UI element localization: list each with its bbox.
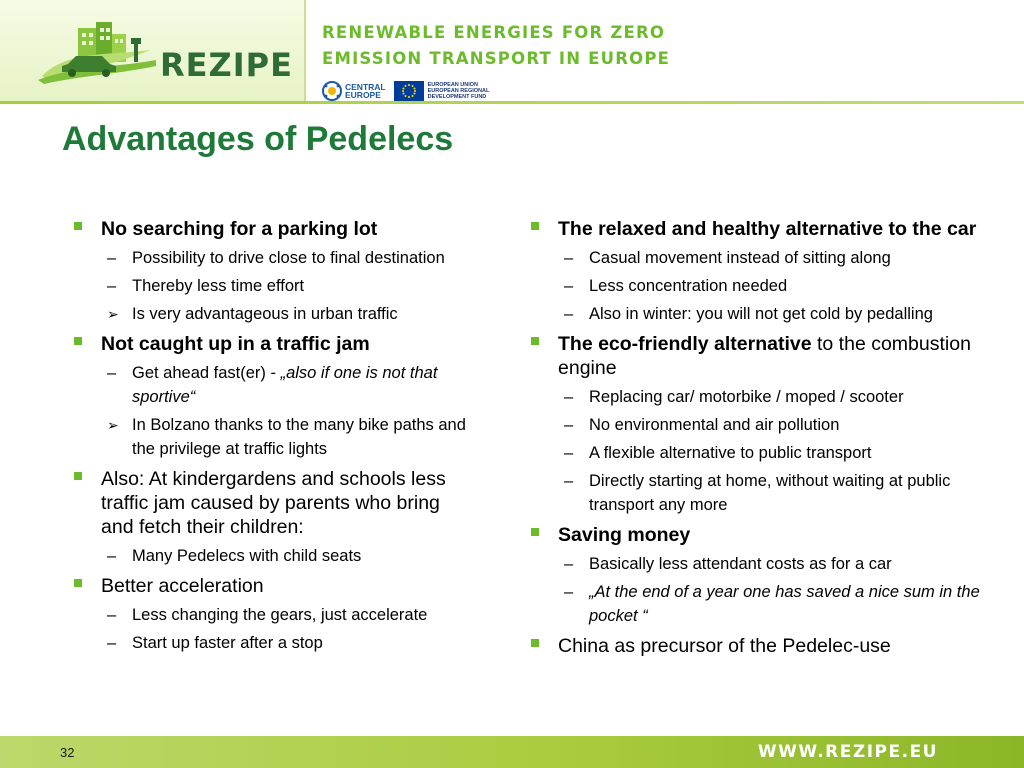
sub-bullet-item <box>531 385 981 409</box>
eu-regional-fund-text <box>428 82 508 100</box>
bullet-text: Saving money <box>558 524 691 546</box>
sub-bullet-item <box>74 246 474 270</box>
square-bullet-icon <box>74 222 82 230</box>
bullet-text: Basically less attendant costs as for a car <box>589 555 892 573</box>
bullet-item <box>74 332 474 356</box>
eu-regional-fund-logo <box>394 81 508 101</box>
dash-bullet-icon: – <box>107 277 117 295</box>
dash-bullet-icon: – <box>564 277 574 295</box>
bullet-text: In Bolzano thanks to the many bike paths and the privilege at traffic lights <box>132 416 466 458</box>
dash-bullet-icon: – <box>564 472 574 490</box>
left-bullet-column <box>74 217 474 655</box>
dash-bullet-icon: – <box>107 249 117 267</box>
sub-bullet-item <box>531 469 981 517</box>
bullet-text: Directly starting at home, without waiting at public transport any more <box>589 472 951 514</box>
dash-bullet-icon: – <box>564 583 574 601</box>
bullet-text: A flexible alternative to public transport <box>589 444 872 462</box>
dash-bullet-icon: – <box>564 555 574 573</box>
header-divider <box>304 0 306 104</box>
eu-flag-icon <box>394 81 424 101</box>
bullet-text: Also: At kindergardens and schools less traffic jam caused by parents who bring and fetch their children: <box>101 468 446 538</box>
bullet-text: Better acceleration <box>101 575 264 597</box>
sub-bullet-item <box>74 631 474 655</box>
bullet-text: China as precursor of the Pedelec-use <box>558 635 891 657</box>
dash-bullet-icon: – <box>564 444 574 462</box>
sub-bullet-item <box>74 544 474 568</box>
page-number: 32 <box>60 745 75 760</box>
bullet-text: Replacing car/ motorbike / moped / scooter <box>589 388 904 406</box>
bullet-text: Thereby less time effort <box>132 277 305 295</box>
central-europe-logo <box>322 81 386 101</box>
dash-bullet-icon: – <box>564 249 574 267</box>
sub-bullet-item <box>531 413 981 437</box>
bullet-text: The relaxed and healthy alternative to the car <box>558 218 977 240</box>
bullet-item <box>531 523 981 547</box>
dash-bullet-icon: – <box>107 634 117 652</box>
sub-bullet-item <box>531 302 981 326</box>
right-bullet-column <box>531 217 981 658</box>
footer-website: WWW.REZIPE.EU <box>757 742 938 762</box>
bullet-text: Many Pedelecs with child seats <box>132 547 362 565</box>
slide-title: Advantages of Pedelecs <box>62 120 454 158</box>
bullet-item <box>74 467 474 539</box>
square-bullet-icon <box>531 639 539 647</box>
bullet-item <box>74 574 474 598</box>
bullet-text: No searching for a parking lot <box>101 218 378 240</box>
sub-bullet-item <box>531 580 981 628</box>
eu-line-2: EUROPEAN REGIONAL <box>427 88 490 94</box>
central-europe-line-2: EUROPE <box>345 90 381 100</box>
dash-bullet-icon: – <box>107 364 117 382</box>
sub-bullet-item <box>531 552 981 576</box>
bullet-item <box>531 634 981 658</box>
bullet-text: to the combustion engine <box>558 333 971 379</box>
bullet-text: Is very advantageous in urban traffic <box>132 305 398 323</box>
bullet-text: Less changing the gears, just accelerate <box>132 606 428 624</box>
sub-bullet-item <box>74 274 474 298</box>
square-bullet-icon <box>531 222 539 230</box>
rezipe-logo <box>0 0 304 104</box>
dash-bullet-icon: – <box>107 606 117 624</box>
bullet-text: „At the end of a year one has saved a nice sum in the pocket “ <box>589 583 980 625</box>
square-bullet-icon <box>74 337 82 345</box>
bullet-text: Get ahead fast(er) - <box>132 364 281 382</box>
central-europe-line-1: CENTRAL <box>345 81 386 92</box>
partner-logos <box>322 81 508 101</box>
sub-bullet-item <box>74 603 474 627</box>
tagline-line-2: EMISSION TRANSPORT IN EUROPE <box>322 49 671 68</box>
city-car-logo-icon <box>38 20 158 84</box>
bullet-item <box>74 217 474 241</box>
bullet-text: Start up faster after a stop <box>132 634 323 652</box>
bullet-text: Possibility to drive close to final destination <box>132 249 445 267</box>
header-rule <box>0 101 1024 104</box>
bullet-text: „also if one is not that sportive“ <box>132 364 438 406</box>
square-bullet-icon <box>531 337 539 345</box>
bullet-item <box>531 332 981 380</box>
tagline-line-1: RENEWABLE ENERGIES FOR ZERO <box>322 23 666 42</box>
bullet-text: The eco-friendly alternative <box>558 333 812 355</box>
sub-bullet-item <box>74 302 474 326</box>
sub-bullet-item <box>74 413 474 461</box>
slide-footer <box>0 736 1024 768</box>
bullet-text: No environmental and air pollution <box>589 416 840 434</box>
bullet-text: Also in winter: you will not get cold by pedalling <box>589 305 933 323</box>
logo-wordmark: REZIPE <box>160 46 293 84</box>
dash-bullet-icon: – <box>107 547 117 565</box>
sub-bullet-item <box>531 441 981 465</box>
sub-bullet-item <box>531 246 981 270</box>
sub-bullet-item <box>74 361 474 409</box>
arrow-bullet-icon: ➢ <box>107 306 119 322</box>
square-bullet-icon <box>531 528 539 536</box>
dash-bullet-icon: – <box>564 416 574 434</box>
slide-header <box>0 0 1024 104</box>
bullet-text: Less concentration needed <box>589 277 788 295</box>
project-tagline <box>322 20 670 72</box>
eu-line-3: DEVELOPMENT FUND <box>427 94 487 100</box>
dash-bullet-icon: – <box>564 388 574 406</box>
sub-bullet-item <box>531 274 981 298</box>
square-bullet-icon <box>74 472 82 480</box>
bullet-item <box>531 217 981 241</box>
dash-bullet-icon: – <box>564 305 574 323</box>
arrow-bullet-icon: ➢ <box>107 417 119 433</box>
central-europe-emblem-icon <box>322 81 342 101</box>
square-bullet-icon <box>74 579 82 587</box>
bullet-text: Not caught up in a traffic jam <box>101 333 370 355</box>
central-europe-text <box>345 83 386 100</box>
bullet-text: Casual movement instead of sitting along <box>589 249 891 267</box>
eu-line-1: EUROPEAN UNION <box>427 82 479 88</box>
